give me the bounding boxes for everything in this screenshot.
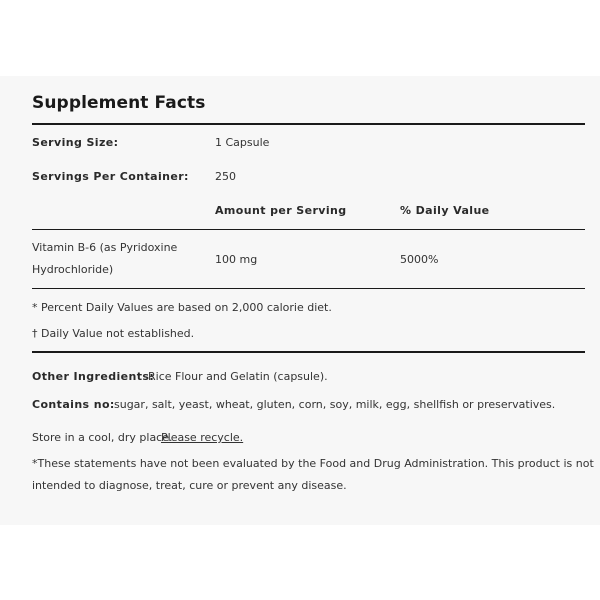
contains-no-value: sugar, salt, yeast, wheat, gluten, corn, soy, milk, egg, shellfish or preservatives.: [114, 398, 556, 411]
servings-per-container-label: Servings Per Container:: [32, 170, 189, 183]
ingredient-name-line1: Vitamin B-6 (as Pyridoxine: [32, 241, 178, 254]
ingredient-name-line2: Hydrochloride): [32, 263, 114, 276]
other-ingredients-label: Other Ingredients:: [32, 370, 155, 383]
disclaimer-line1: *These statements have not been evaluated by the Food and Drug Administration. This product is not: [32, 457, 594, 470]
serving-size-value: 1 Capsule: [215, 136, 270, 149]
page-title: Supplement Facts: [32, 93, 206, 113]
facts-bottom-divider: [32, 351, 585, 353]
ingredient-daily-value: 5000%: [400, 253, 439, 266]
ingredient-amount: 100 mg: [215, 253, 258, 266]
other-ingredients-value: Rice Flour and Gelatin (capsule).: [148, 370, 328, 383]
footnote-dagger: † Daily Value not established.: [32, 327, 195, 340]
contains-no-label: Contains no:: [32, 398, 115, 411]
header-divider: [32, 229, 585, 230]
recycle-link[interactable]: Please recycle.: [161, 431, 244, 444]
servings-per-container-value: 250: [215, 170, 236, 183]
daily-value-header: % Daily Value: [400, 204, 490, 217]
title-divider: [32, 123, 585, 125]
amount-per-serving-header: Amount per Serving: [215, 204, 347, 217]
storage-text: Store in a cool, dry place.: [32, 431, 173, 444]
disclaimer-line2: intended to diagnose, treat, cure or prevent any disease.: [32, 479, 347, 492]
serving-size-label: Serving Size:: [32, 136, 119, 149]
ingredient-divider: [32, 288, 585, 289]
footnote-percent: * Percent Daily Values are based on 2,000 calorie diet.: [32, 301, 332, 314]
